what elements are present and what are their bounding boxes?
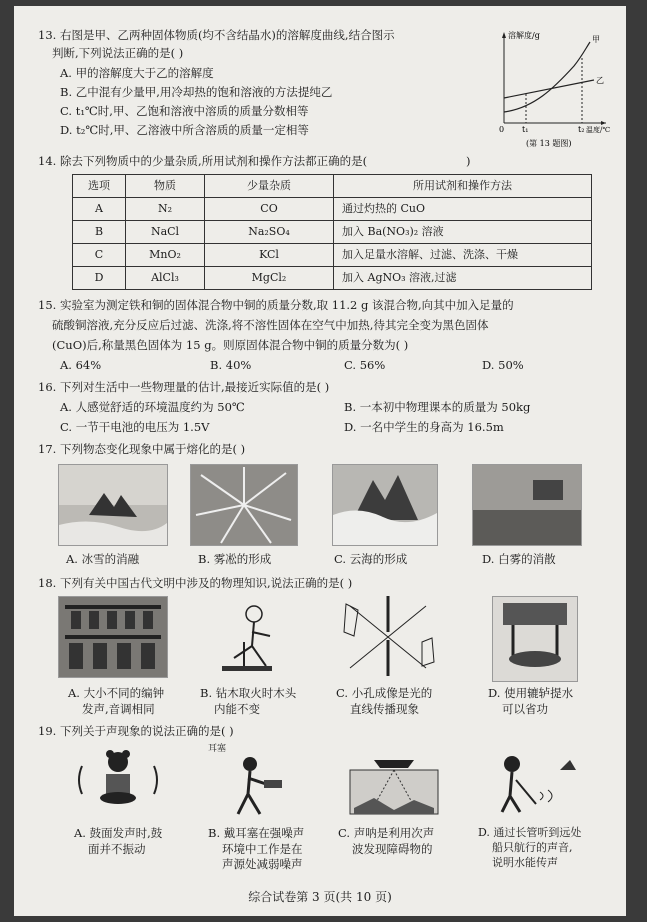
table-header: 选项 [73, 175, 126, 198]
pinhole-imaging-diagram [336, 596, 440, 676]
solubility-curve-figure [494, 28, 614, 148]
q19-stem: 19. 下列关于声现象的说法正确的是( ) [38, 724, 234, 738]
melting-snow-photo [58, 464, 168, 546]
q13-option-b: B. 乙中混有少量甲,用冷却热的饱和溶液的方法提纯乙 [60, 85, 333, 99]
drum-image [70, 746, 166, 812]
table-cell: 加入足量水溶解、过滤、洗涤、干燥 [334, 244, 592, 267]
q19-option-d: D. 通过长管听到远处 船只航行的声音, 说明水能传声 [478, 826, 582, 869]
table-header: 少量杂质 [205, 175, 334, 198]
table-cell: CO [205, 198, 334, 221]
worker-earplugs-image [210, 754, 292, 816]
table-cell: 加入 Ba(NO₃)₂ 溶液 [334, 221, 592, 244]
graph-label-yi: 乙 [596, 76, 604, 85]
q18-stem: 18. 下列有关中国古代文明中涉及的物理知识,说法正确的是( ) [38, 576, 353, 590]
table-cell: C [73, 244, 126, 267]
table-row [73, 198, 592, 221]
table-header: 物质 [126, 175, 205, 198]
bianzhong-bells-image [58, 596, 168, 678]
table-header: 所用试剂和操作方法 [334, 175, 592, 198]
q13-stem-line2: 判断,下列说法正确的是( ) [52, 46, 184, 60]
q13-option-a: A. 甲的溶解度大于乙的溶解度 [60, 66, 214, 80]
page-footer: 综合试卷第 3 页(共 10 页) [248, 890, 392, 904]
q15-line2: 硫酸铜溶液,充分反应后过滤、洗涤,将不溶性固体在空气中加热,待其完全变为黑色固体 [52, 318, 489, 332]
graph-ylabel: 溶解度/g [508, 31, 540, 40]
q16-option-a: A. 人感觉舒适的环境温度约为 50℃ [60, 400, 245, 414]
q16-stem: 16. 下列对生活中一些物理量的估计,最接近实际值的是( ) [38, 380, 330, 394]
table-cell: B [73, 221, 126, 244]
q14-bracket: ) [466, 154, 471, 168]
q15-line3: (CuO)后,称量黑色固体为 15 g。则原固体混合物中铜的质量分数为( ) [52, 338, 409, 352]
graph-t2: t₂ [578, 125, 585, 134]
rime-frost-photo [190, 464, 298, 546]
table-cell: Na₂SO₄ [205, 221, 334, 244]
q17-option-c: C. 云海的形成 [334, 552, 408, 566]
table-cell: A [73, 198, 126, 221]
table-cell: 通过灼热的 CuO [334, 198, 592, 221]
q15-option-c: C. 56% [344, 358, 386, 372]
table-row [73, 244, 592, 267]
q17-option-d: D. 白雾的消散 [482, 552, 556, 566]
table-row [73, 267, 592, 290]
table-header-row [73, 175, 592, 198]
q19-option-b: B. 戴耳塞在强噪声 环境中工作是在 声源处减弱噪声 [208, 826, 305, 872]
table-cell: 加入 AgNO₃ 溶液,过滤 [334, 267, 592, 290]
exam-page [14, 6, 626, 916]
table-cell: MgCl₂ [205, 267, 334, 290]
q15-line1: 15. 实验室为测定铁和铜的固体混合物中铜的质量分数,取 11.2 g 该混合物,向其中加入足量的 [38, 298, 514, 312]
white-fog-photo [472, 464, 582, 546]
table-cell: KCl [205, 244, 334, 267]
q14-stem: 14. 除去下列物质中的少量杂质,所用试剂和操作方法都正确的是( [38, 154, 368, 168]
q13-option-c: C. t₁℃时,甲、乙饱和溶液中溶质的质量分数相等 [60, 104, 309, 118]
graph-t1: t₁ [522, 125, 529, 134]
q17-option-a: A. 冰雪的消融 [66, 552, 140, 566]
curve-jia [504, 42, 590, 112]
table-cell: D [73, 267, 126, 290]
q16-option-c: C. 一节干电池的电压为 1.5V [60, 420, 210, 434]
q13-option-d: D. t₂℃时,甲、乙溶液中所含溶质的质量一定相等 [60, 123, 309, 137]
q16-option-b: B. 一本初中物理课本的质量为 50kg [344, 400, 531, 414]
graph-origin: 0 [499, 125, 505, 134]
listening-tube-image [490, 750, 586, 816]
earplug-label: 耳塞 [208, 744, 227, 754]
windlass-well-image [492, 596, 578, 682]
q18-option-c: C. 小孔成像是光的 直线传播现象 [336, 686, 433, 716]
q15-option-d: D. 50% [482, 358, 524, 372]
q19-option-c: C. 声呐是利用次声 波发现障碍物的 [338, 826, 435, 856]
table-row [73, 221, 592, 244]
q13-stem-line1: 13. 右图是甲、乙两种固体物质(均不含结晶水)的溶解度曲线,结合图示 [38, 28, 395, 42]
drilling-wood-fire-image [204, 596, 300, 676]
table-cell: N₂ [126, 198, 205, 221]
q16-option-d: D. 一名中学生的身高为 16.5m [344, 420, 504, 434]
q17-option-b: B. 雾凇的形成 [198, 552, 272, 566]
q14-table [72, 174, 592, 290]
graph-xlabel: 温度/℃ [586, 126, 611, 134]
graph-label-jia: 甲 [592, 35, 600, 44]
table-cell: MnO₂ [126, 244, 205, 267]
table-cell: AlCl₃ [126, 267, 205, 290]
q18-option-a: A. 大小不同的编钟 发声,音调相同 [68, 686, 165, 716]
table-cell: NaCl [126, 221, 205, 244]
sea-of-clouds-photo [332, 464, 438, 546]
q18-option-d: D. 使用辘轳提水 可以省功 [488, 686, 574, 716]
curve-yi [504, 80, 594, 98]
graph-caption: (第 13 题图) [526, 139, 572, 148]
q15-option-b: B. 40% [210, 358, 252, 372]
q15-option-a: A. 64% [60, 358, 102, 372]
q17-stem: 17. 下列物态变化现象中属于熔化的是( ) [38, 442, 246, 456]
q19-option-a: A. 鼓面发声时,鼓 面并不振动 [74, 826, 163, 856]
sonar-ship-image [344, 748, 444, 818]
q18-option-b: B. 钻木取火时木头 内能不变 [200, 686, 297, 716]
